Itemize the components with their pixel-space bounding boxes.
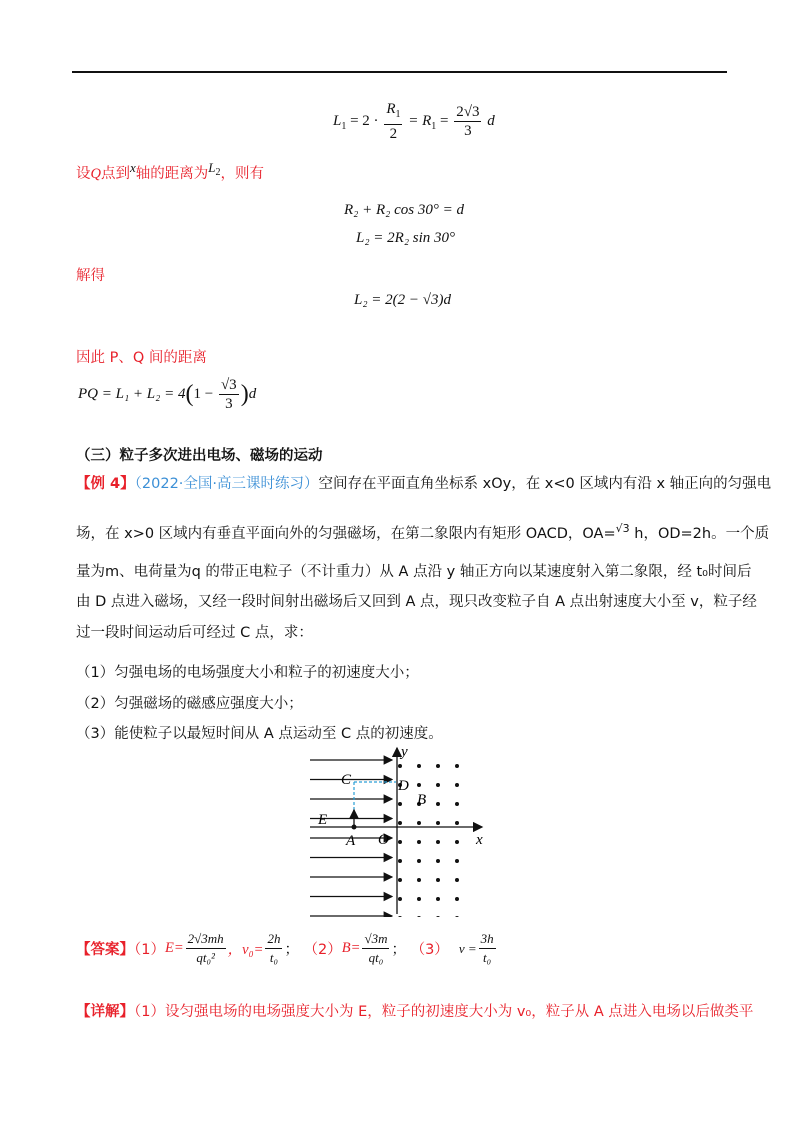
- magnetic-field-dot: [436, 916, 440, 917]
- magnetic-field-dot: [417, 916, 421, 917]
- magnetic-field-dot: [436, 802, 440, 806]
- magnetic-field-dot: [417, 840, 421, 844]
- equation-l1: $L_1 = 2$ · $\frac{R_1}{2}$ = $R_1$ = $\frac{2√3}{3}$ d: [333, 101, 495, 142]
- question-3: （3）能使粒子以最短时间从 A 点运动至 C 点的初速度。: [76, 726, 443, 742]
- magnetic-field-dot: [398, 878, 402, 882]
- equation-pq: PQ = L₁ + L₂ = 4(1 − $\frac{√3}{3}$ )d: [78, 377, 257, 412]
- example-line-2: 场，在 x>0 区域内有垂直平面向外的匀强磁场，在第二象限内有矩形 OACD，OA=$^{√3}$ h，OD=2h。一个质: [76, 522, 770, 542]
- label-o: O: [378, 832, 389, 848]
- magnetic-field-dot: [436, 821, 440, 825]
- field-diagram: [310, 742, 500, 917]
- label-y: y: [401, 744, 408, 760]
- magnetic-field-dot: [417, 897, 421, 901]
- question-2: （2）匀强磁场的磁感应强度大小；: [76, 696, 303, 712]
- magnetic-field-dot: [436, 840, 440, 844]
- header-rule: [72, 71, 727, 73]
- magnetic-field-dot: [398, 821, 402, 825]
- magnetic-field-dot: [455, 916, 459, 917]
- answer-line: 【答案】（1）E= $\frac{2√3mh}{\text{qt₀²}}$ ，v₀= $\frac{2h}{\text{t₀}}$ ； （2）B= $\frac{√3m}{\text{qt₀}}$ ； （3） v = $\frac{3h}{\text{t₀}}$: [76, 931, 494, 965]
- magnetic-field-dot: [436, 859, 440, 863]
- example-line-3: 量为m、电荷量为q 的带正电粒子（不计重力）从 A 点沿 y 轴正方向以某速度射入第二象限，经 t₀时间后: [76, 564, 752, 580]
- label-b: B: [417, 792, 427, 808]
- label-e: E: [318, 812, 328, 828]
- magnetic-field-dot: [398, 916, 402, 917]
- example-line-1: 【例 4】（2022·全国·高三课时练习）空间存在平面直角坐标系 xOy，在 x<0 区域内有沿 x 轴正向的匀强电: [76, 476, 772, 492]
- label-c: C: [341, 772, 352, 788]
- magnetic-field-dot: [417, 764, 421, 768]
- text-pq-distance: 因此 P、Q 间的距离: [76, 350, 207, 366]
- magnetic-field-dot: [455, 821, 459, 825]
- magnetic-field-dot: [436, 783, 440, 787]
- magnetic-field-dot: [417, 878, 421, 882]
- section-title: （三）粒子多次进出电场、磁场的运动: [76, 448, 323, 464]
- dashed-rectangle: [354, 782, 396, 818]
- equation-l2: L₂ = 2R₂ sin 30°: [356, 230, 456, 246]
- magnetic-field-dot: [398, 764, 402, 768]
- label-a: A: [346, 833, 356, 849]
- equation-r2: R₂ + R₂ cos 30° = d: [344, 202, 464, 218]
- magnetic-field-dot: [398, 802, 402, 806]
- magnetic-field-dot: [455, 802, 459, 806]
- magnetic-field-dot: [398, 840, 402, 844]
- label-x: x: [476, 832, 483, 848]
- text-solve: 解得: [76, 268, 105, 284]
- magnetic-field-dot: [455, 840, 459, 844]
- magnetic-field-dot: [455, 764, 459, 768]
- detail-line: 【详解】（1）设匀强电场的电场强度大小为 E，粒子的初速度大小为 v₀，粒子从 A 点进入电场以后做类平: [76, 1004, 754, 1020]
- magnetic-field-dot: [398, 897, 402, 901]
- magnetic-field-dot: [417, 783, 421, 787]
- magnetic-field-dot: [455, 897, 459, 901]
- magnetic-field-dot: [398, 859, 402, 863]
- magnetic-field-dot: [436, 878, 440, 882]
- magnetic-field-dot: [455, 783, 459, 787]
- magnetic-field-dot: [417, 821, 421, 825]
- equation-l2-result: L₂ = 2(2 − √3)d: [354, 292, 452, 308]
- label-d: D: [398, 778, 409, 794]
- example-line-4: 由 D 点进入磁场，又经一段时间射出磁场后又回到 A 点，现只改变粒子自 A 点出射速度大小至 v，粒子经: [76, 594, 757, 610]
- magnetic-field-dot: [417, 859, 421, 863]
- magnetic-field-dot: [455, 859, 459, 863]
- magnetic-field-dot: [455, 878, 459, 882]
- text-set-q: 设Q点到$^x$轴的距离为$^{L_2}$，则有: [76, 160, 264, 182]
- example-line-5: 过一段时间运动后可经过 C 点，求：: [76, 625, 313, 641]
- magnetic-field-dot: [436, 897, 440, 901]
- question-1: （1）匀强电场的电场强度大小和粒子的初速度大小；: [76, 665, 419, 681]
- magnetic-field-dot: [436, 764, 440, 768]
